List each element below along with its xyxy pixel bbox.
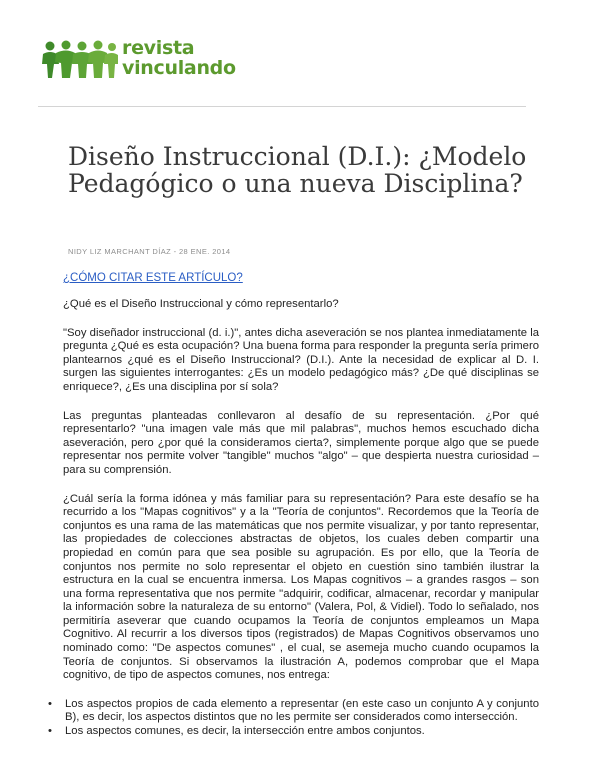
article-bullet-list <box>48 697 539 739</box>
brand-name[interactable] <box>122 38 236 78</box>
article-paragraph: "Soy diseñador instruccional (d. i.)", antes dicha aseveración se nos plantea inmediatamente la pregunta ¿Qué es esta ocupación? Una buena forma para responder la pregunta sería primero plantearnos ¿qué es el Diseño Instruccional? (D.I.). Ante la necesidad de explicar al D. I. surgen las siguientes interrogantes: ¿Es un modelo pedagógico más? ¿De qué disciplinas se enriquece?, ¿Es una disciplina por sí sola? <box>63 326 540 393</box>
brand-line-1: revista <box>122 37 195 59</box>
logo-mark <box>42 40 118 80</box>
article-title: Diseño Instruccional (D.I.): ¿Modelo Pedagógico o una nueva Disciplina? <box>68 142 527 198</box>
brand-line-2: vinculando <box>122 57 236 79</box>
article-body <box>48 298 540 739</box>
list-item-text: Los aspectos comunes, es decir, la intersección entre ambos conjuntos. <box>65 725 425 738</box>
article-paragraph: ¿Qué es el Diseño Instruccional y cómo representarlo? <box>63 298 339 310</box>
cite-article-link[interactable]: ¿CÓMO CITAR ESTE ARTÍCULO? <box>63 272 243 284</box>
list-item <box>48 725 539 739</box>
header-divider <box>38 106 526 107</box>
list-item-text: Los aspectos propios de cada elemento a representar (en este caso un conjunto A y conjunto B), es decir, los aspectos distintos que no les permite ser considerados como intersección. <box>65 697 539 724</box>
bullet-icon: • <box>48 697 52 710</box>
list-item <box>48 697 539 725</box>
bullet-icon: • <box>48 725 52 738</box>
article-paragraph: Las preguntas planteadas conllevaron al desafío de su representación. ¿Por qué representarlo? "una imagen vale más que mil palabras", muchos hemos escuchado dicha aseveración, pero ¿por qué la consideramos cierta?, simplemente porque algo que se puede representar nos permite volver "tangible" muchos "algo" – que despierta nuestra curiosidad – para su comprensión. <box>63 409 539 476</box>
article-paragraph: ¿Cuál sería la forma idónea y más familiar para su representación? Para este desafío se ha recurrido a los "Mapas cognitivos" y a la "Teoría de conjuntos". Recordemos que la Teoría de conjuntos es una rama de las matemáticas que nos permite visualizar, y por tanto representar, las propiedades de colecciones abstractas de objetos, los cuales deben compartir una propiedad en común para que sea posible su agrupación. Es por ello, que la Teoría de conjuntos nos permite no solo representar el objeto en cuestión sino también ilustrar la estructura en la cual se encuentra inmersa. Los Mapas cognitivos – a grandes rasgos – son una forma representativa que nos permite "adquirir, codificar, almacenar, recordar y manipular la información sobre la naturaleza de su entorno" (Valera, Pol, & Vidiel). Todo lo señalado, nos permitiría aseverar que cuando ocupamos la Teoría de conjuntos empleamos un Mapa Cognitivo. Al recurrir a los diversos tipos (registrados) de Mapas Cognitivos observamos uno nominado como: "De aspectos comunes" , el cual, se asemeja mucho cuando ocupamos la Teoría de conjuntos. Si observamos la ilustración A, podemos comprobar que el Mapa cognitivo, de tipo de aspectos comunes, nos entrega: <box>63 492 539 682</box>
article-byline: NIDY LIZ MARCHANT DÍAZ - 28 ENE. 2014 <box>68 247 231 256</box>
